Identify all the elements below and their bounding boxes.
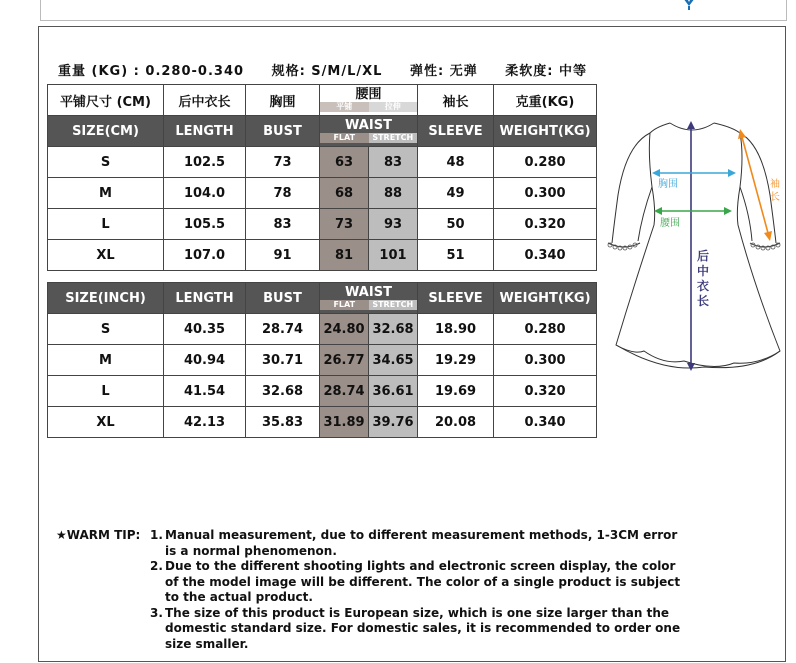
cell-waist-flat: 26.77 xyxy=(320,345,369,376)
header-sleeve: SLEEVE xyxy=(418,283,494,314)
header-size: SIZE(INCH) xyxy=(48,283,164,314)
cell-waist-stretch: 101 xyxy=(369,240,418,271)
cell-size: M xyxy=(48,178,164,209)
cn-header-waist xyxy=(320,85,418,116)
cell-waist-stretch: 88 xyxy=(369,178,418,209)
size-table-cm xyxy=(47,84,597,271)
cn-header-bust: 胸围 xyxy=(246,85,320,116)
cn-waist-stretch: 拉伸 xyxy=(369,102,418,112)
cell-waist-flat: 24.80 xyxy=(320,314,369,345)
cell-sleeve: 49 xyxy=(418,178,494,209)
cell-waist-flat: 68 xyxy=(320,178,369,209)
cn-header-sleeve: 袖长 xyxy=(418,85,494,116)
sleeve-arrow xyxy=(738,129,772,241)
cell-length: 107.0 xyxy=(164,240,246,271)
header-length: LENGTH xyxy=(164,116,246,147)
header-flat: FLAT xyxy=(320,300,369,310)
cell-bust: 28.74 xyxy=(246,314,320,345)
table-row xyxy=(48,147,597,178)
header-stretch: STRETCH xyxy=(369,133,418,143)
header-bust: BUST xyxy=(246,116,320,147)
cell-waist-flat: 73 xyxy=(320,209,369,240)
cell-sleeve: 20.08 xyxy=(418,407,494,438)
tip-item xyxy=(150,559,690,606)
cell-length: 102.5 xyxy=(164,147,246,178)
tip-text: Manual measurement, due to different measurement methods, 1-3CM error is a normal phenomenon. xyxy=(165,528,678,558)
spec-sizes: 规格: S/M/L/XL xyxy=(271,64,383,79)
cell-waist-stretch: 83 xyxy=(369,147,418,178)
waist-title: WAIST xyxy=(345,118,392,133)
cell-length: 105.5 xyxy=(164,209,246,240)
tip-text: Due to the different shooting lights and electronic screen display, the color of the model image will be different. The color of a single product is subject to the actual product. xyxy=(165,559,681,604)
cell-bust: 83 xyxy=(246,209,320,240)
cn-waist-title: 腰围 xyxy=(355,87,382,102)
header-bust: BUST xyxy=(246,283,320,314)
table-row xyxy=(48,240,597,271)
tip-number: 1. xyxy=(150,528,163,542)
cn-waist-flat: 平铺 xyxy=(320,102,369,112)
tip-item xyxy=(150,528,690,559)
cuff-ruffles xyxy=(608,243,780,250)
cell-size: XL xyxy=(48,407,164,438)
cell-sleeve: 19.29 xyxy=(418,345,494,376)
inch-header-row xyxy=(48,283,597,314)
spec-weight: 重量 (KG) : 0.280-0.340 xyxy=(58,64,245,79)
cell-bust: 78 xyxy=(246,178,320,209)
header-weight: WEIGHT(KG) xyxy=(494,283,597,314)
header-stretch: STRETCH xyxy=(369,300,418,310)
cn-header-row xyxy=(48,85,597,116)
waist-title: WAIST xyxy=(345,285,392,300)
cell-weight: 0.280 xyxy=(494,147,597,178)
table-row xyxy=(48,314,597,345)
cell-waist-stretch: 36.61 xyxy=(369,376,418,407)
cell-sleeve: 50 xyxy=(418,209,494,240)
cell-weight: 0.320 xyxy=(494,209,597,240)
cell-weight: 0.340 xyxy=(494,407,597,438)
tip-item xyxy=(150,606,690,653)
cell-weight: 0.300 xyxy=(494,345,597,376)
cn-header-length: 后中衣长 xyxy=(164,85,246,116)
cell-size: L xyxy=(48,209,164,240)
cell-waist-flat: 28.74 xyxy=(320,376,369,407)
table-row xyxy=(48,209,597,240)
cell-length: 41.54 xyxy=(164,376,246,407)
length-arrow xyxy=(687,121,695,371)
cell-bust: 35.83 xyxy=(246,407,320,438)
cell-sleeve: 19.69 xyxy=(418,376,494,407)
svg-text:后中衣长: 后中衣长 xyxy=(697,249,710,308)
top-panel-edge xyxy=(40,0,787,21)
cell-bust: 73 xyxy=(246,147,320,178)
cn-header-size: 平铺尺寸 (CM) xyxy=(48,85,164,116)
header-length: LENGTH xyxy=(164,283,246,314)
cell-waist-stretch: 39.76 xyxy=(369,407,418,438)
cn-header-weight: 克重(KG) xyxy=(494,85,597,116)
svg-text:袖长: 袖长 xyxy=(770,179,780,203)
cm-header-row xyxy=(48,116,597,147)
header-waist xyxy=(320,116,418,147)
cell-weight: 0.320 xyxy=(494,376,597,407)
bust-arrow xyxy=(652,169,736,177)
table-row xyxy=(48,178,597,209)
cell-size: M xyxy=(48,345,164,376)
cell-waist-flat: 81 xyxy=(320,240,369,271)
header-sleeve: SLEEVE xyxy=(418,116,494,147)
cell-size: L xyxy=(48,376,164,407)
corner-logo-fragment xyxy=(681,0,697,10)
cell-bust: 30.71 xyxy=(246,345,320,376)
cell-length: 42.13 xyxy=(164,407,246,438)
cell-waist-stretch: 32.68 xyxy=(369,314,418,345)
cell-sleeve: 18.90 xyxy=(418,314,494,345)
spec-line xyxy=(58,60,587,79)
cell-bust: 91 xyxy=(246,240,320,271)
dress-diagram xyxy=(604,115,790,377)
header-flat: FLAT xyxy=(320,133,369,143)
cell-length: 40.94 xyxy=(164,345,246,376)
cell-weight: 0.280 xyxy=(494,314,597,345)
waist-arrow xyxy=(654,207,732,215)
cell-length: 104.0 xyxy=(164,178,246,209)
cell-length: 40.35 xyxy=(164,314,246,345)
header-size: SIZE(CM) xyxy=(48,116,164,147)
header-weight: WEIGHT(KG) xyxy=(494,116,597,147)
cell-size: S xyxy=(48,314,164,345)
size-table-inch xyxy=(47,282,597,438)
cell-weight: 0.300 xyxy=(494,178,597,209)
cell-waist-flat: 31.89 xyxy=(320,407,369,438)
spec-elasticity: 弹性: 无弹 xyxy=(409,64,478,79)
cell-waist-flat: 63 xyxy=(320,147,369,178)
warm-tip-label: ★WARM TIP: xyxy=(56,528,141,542)
header-waist xyxy=(320,283,418,314)
cell-sleeve: 51 xyxy=(418,240,494,271)
table-row xyxy=(48,345,597,376)
spec-softness: 柔软度: 中等 xyxy=(505,64,587,79)
cell-sleeve: 48 xyxy=(418,147,494,178)
bust-label: 胸围 xyxy=(658,179,678,190)
cell-waist-stretch: 34.65 xyxy=(369,345,418,376)
cell-weight: 0.340 xyxy=(494,240,597,271)
dress-outline xyxy=(608,123,780,368)
table-row xyxy=(48,376,597,407)
waist-label: 腰围 xyxy=(660,218,680,229)
tip-number: 2. xyxy=(150,559,163,573)
cell-size: S xyxy=(48,147,164,178)
cell-waist-stretch: 93 xyxy=(369,209,418,240)
cell-bust: 32.68 xyxy=(246,376,320,407)
table-row xyxy=(48,407,597,438)
cell-size: XL xyxy=(48,240,164,271)
sleeve-label xyxy=(770,177,780,203)
tip-text: The size of this product is European size, which is one size larger than the domestic standard size. For domestic sales, it is recommended to order one size smaller. xyxy=(165,605,681,651)
tip-number: 3. xyxy=(150,605,163,620)
length-label xyxy=(697,248,709,308)
